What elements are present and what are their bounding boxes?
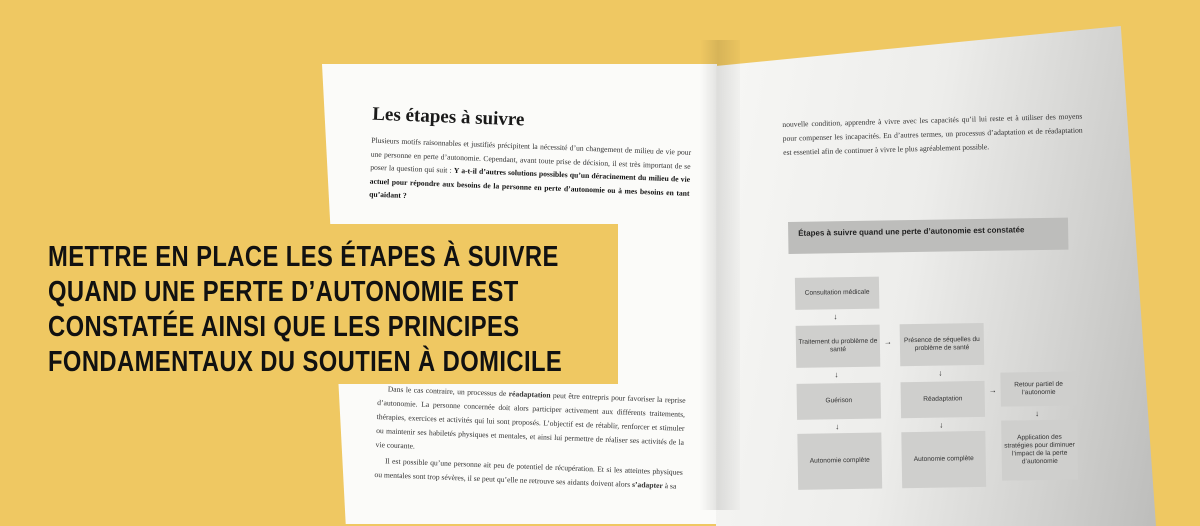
node-guerison: Guérison (797, 383, 882, 420)
node-presence: Présence de séquelles du problème de santé (900, 323, 985, 366)
banner-line: METTRE EN PLACE LES ÉTAPES À SUIVRE (48, 241, 559, 273)
adaptation-paragraph: Il est possible qu’une personne ait peu de potentiel de récupération. Et si les atteintes physiques ou mentales sont trop sévères, il se peut qu’elle ne retrouve (374, 456, 683, 486)
arrow-down-icon: ↓ (939, 420, 944, 430)
arrow-down-icon: ↓ (834, 370, 839, 380)
section-title: Les étapes à suivre (371, 103, 525, 131)
banner-line: QUAND UNE PERTE D’AUTONOMIE EST (48, 276, 519, 308)
node-retour: Retour partiel de l’autonomie (1000, 371, 1077, 406)
arrow-right-icon: → (883, 337, 892, 347)
adaptation-paragraph-end: à sa (664, 481, 677, 491)
banner-line: CONSTATÉE AINSI QUE LES PRINCIPES (48, 311, 520, 343)
node-autonomie-1: Autonomie complète (797, 433, 882, 490)
banner-line: FONDAMENTAUX DU SOUTIEN À DOMICILE (48, 346, 563, 378)
readaptation-paragraph-rest: peut être entrepris pour favoriser la reprise d’autonomie. La personne concernée doit alors participer activement aux différents traitements, thérapies, exercices et activités qui lui sont proposés. L’objectif est de rétablir, renforcer et stimuler ou maintenir ses habiletés physiques et mentales, et ainsi lui permettre de réaliser ses activités de la vie courante. (375, 390, 686, 451)
arrow-down-icon: ↓ (833, 312, 838, 322)
readaptation-term: réadaptation (508, 389, 551, 400)
adaptation-paragraph-tail: ses aidants doivent alors (555, 476, 631, 489)
arrow-down-icon: ↓ (1034, 409, 1040, 419)
node-consultation: Consultation médicale (795, 277, 879, 310)
left-lower-text (374, 382, 686, 496)
banner-heading (48, 240, 606, 380)
node-traitement: Traitement du problème de santé (796, 325, 881, 368)
diagram-title: Étapes à suivre quand une perte d’autonomie est constatée (788, 218, 1068, 254)
readaptation-paragraph-start: Dans le cas contraire, un processus de (387, 384, 507, 399)
left-intro-text (369, 134, 691, 216)
right-paragraph: nouvelle condition, apprendre à vivre avec les capacités qu’il lui reste et à utiliser des moyens pour compenser les incapacités. En d’autres termes, un processus d’adaptation et de réadaptation est essentiel afin de continuer à vivre le plus agréablement possible. (782, 111, 1083, 157)
node-readaptation: Réadaptation (901, 381, 986, 418)
node-autonomie-2: Autonomie complète (901, 431, 986, 488)
arrow-right-icon: → (988, 385, 997, 395)
intro-question: Y a-t-il d’autres solutions possibles qu’un déracinement du milieu de vie actuel pour répondre aux besoins de la personne en perte d’autonomie ou à mes besoins en tant qu’aidant ? (369, 166, 691, 201)
arrow-down-icon: ↓ (938, 368, 943, 378)
node-application: Application des stratégies pour diminuer l’impact de la perte d’autonomie (1001, 419, 1078, 480)
steps-diagram (788, 217, 1092, 492)
adapt-term: s’adapter (631, 479, 663, 491)
arrow-down-icon: ↓ (835, 422, 840, 432)
book-gutter (700, 40, 740, 510)
intro-paragraph: Plusieurs motifs raisonnables et justifiés précipitent la nécessité d’un changement de milieu de vie pour une personne en perte d’autonomie. Cependant, avant toute prise de décision, il est très important de se poser la question qui suit : (370, 135, 692, 175)
